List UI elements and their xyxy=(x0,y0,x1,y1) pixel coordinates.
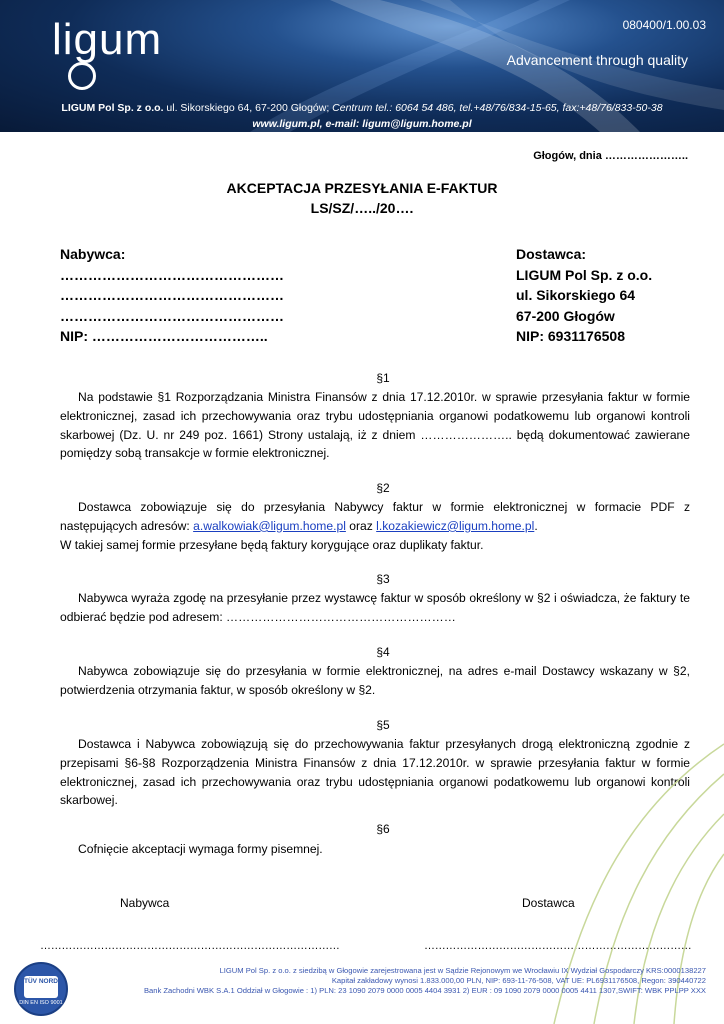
footer-block xyxy=(144,966,706,995)
company-tagline: Advancement through quality xyxy=(506,52,688,68)
buyer-block xyxy=(60,244,284,347)
section-2-text: Dostawca zobowiązuje się do przesyłania Nabywcy faktur w formie elektronicznej w formacie PDF z następujących adresów: a.walkowiak@ligum.home.pl oraz l.kozakiewicz@ligum.home.pl. W takiej samej formie przesyłane będą faktury korygujące oraz duplikaty faktur. xyxy=(60,500,690,552)
logo-text: ligum xyxy=(52,15,163,64)
seller-signature-label: Dostawca xyxy=(522,896,575,910)
logo-ring-icon xyxy=(68,62,96,90)
section-4-number: §4 xyxy=(376,645,390,659)
contact-address: ul. Sikorskiego 64, 67-200 Głogów; xyxy=(166,102,330,114)
section-6-number: §6 xyxy=(376,822,390,836)
section-5-number: §5 xyxy=(376,718,390,732)
seller-nip: NIP: 6931176508 xyxy=(516,328,625,344)
email-link-2[interactable]: l.kozakiewicz@ligum.home.pl xyxy=(376,518,535,533)
section-1-number: §1 xyxy=(376,371,390,385)
buyer-nip[interactable]: NIP: ……………………………….. xyxy=(60,328,268,344)
footer-line-1: LIGUM Pol Sp. z o.o. z siedzibą w Głogowie zarejestrowana jest w Sądzie Rejonowym we Wrocławiu IX Wydział Gospodarczy KRS:0000138227 xyxy=(219,966,706,975)
email-link-1[interactable]: a.walkowiak@ligum.home.pl xyxy=(193,518,346,533)
contact-phones: Centrum tel.: 6064 54 486, tel.+48/76/834-15-65, fax:+48/76/833-50-38 xyxy=(332,102,663,114)
contact-line-1 xyxy=(0,102,724,114)
buyer-line-3[interactable]: ………………………………………… xyxy=(60,307,284,324)
seller-signature-line[interactable]: ………………………………………………………………… xyxy=(424,940,692,952)
footer-line-2: Kapitał zakładowy wynosi 1.833.000,00 PLN, NIP: 693-11-76-508, VAT UE: PL6931176508, Regon: 390440722 xyxy=(331,975,706,985)
section-3-number: §3 xyxy=(376,572,390,586)
iso-label: DIN EN ISO 9001 xyxy=(19,1000,63,1006)
buyer-label: Nabywca: xyxy=(60,246,126,262)
document-title: AKCEPTACJA PRZESYŁANIA E-FAKTUR xyxy=(226,180,498,196)
contact-company: LIGUM Pol Sp. z o.o. xyxy=(61,102,164,114)
company-logo xyxy=(52,15,163,64)
section-2-number: §2 xyxy=(376,481,390,495)
seller-name: LIGUM Pol Sp. z o.o. xyxy=(516,266,653,283)
buyer-signature-label: Nabywca xyxy=(120,896,170,910)
tuv-logo-icon: TÜV NORD xyxy=(24,976,58,998)
place-date: Głogów, dnia ………………….. xyxy=(533,150,688,162)
seller-city: 67-200 Głogów xyxy=(516,307,615,324)
footer-line-3: Bank Zachodni WBK S.A.1 Oddział w Głogowie : 1) PLN: 23 1090 2079 0000 0005 4404 3931 2) EUR : 09 1090 2079 0000 0005 4411 1307,SWIFT: WBK PPLPP XXX xyxy=(143,985,706,995)
contact-line-2[interactable]: www.ligum.pl, e-mail: ligum@ligum.home.pl xyxy=(252,118,472,130)
section-5-text: Dostawca i Nabywca zobowiązują się do przechowywania faktur przesyłanych drogą elektroniczną zgodnie z przepisami §6-§8 Rozporządzenia Ministra Finansów z dnia 17.12.2010r. w sprawie przesyłania faktur w formie elektronicznej, zasad ich przechowywania oraz trybu udostępniania organowi podatkowemu lub organowi kontroli skarbowej. xyxy=(60,737,690,808)
document-number: 080400/1.00.03 xyxy=(622,18,706,32)
tuv-certification-badge xyxy=(14,962,68,1016)
seller-block xyxy=(516,244,652,347)
section-1-text: Na podstawie §1 Rozporządzania Ministra Finansów z dnia 17.12.2010r. w sprawie przesyłania faktur w formie elektronicznej, zasad ich przechowywania oraz trybu udostępniania organowi podatkowemu lub organowi kontroli skarbowej (Dz. U. nr 249 poz. 1661) Strony ustalają, iż z dniem ………………….. będą dokumentować zawierane pomiędzy sobą transakcje w formie elektronicznej. xyxy=(60,390,690,461)
buyer-line-2[interactable]: ………………………………………… xyxy=(60,287,284,303)
section-4-text: Nabywca zobowiązuje się do przesyłania w formie elektronicznej, na adres e-mail Dostawcy wskazany w §2, potwierdzenia otrzymania faktur, w sposób określony w §2. xyxy=(60,664,690,697)
header-banner xyxy=(0,0,724,132)
document-reference: LS/SZ/…../20…. xyxy=(310,200,414,216)
seller-label: Dostawca: xyxy=(516,246,587,262)
buyer-line-1[interactable]: ………………………………………… xyxy=(60,266,284,283)
seller-street: ul. Sikorskiego 64 xyxy=(516,287,636,303)
buyer-signature-line[interactable]: ………………………………………………………………………… xyxy=(40,940,340,952)
section-2-text-b: W takiej samej formie przesyłane będą faktury korygujące oraz duplikaty faktur. xyxy=(60,537,484,552)
section-3-text: Nabywca wyraża zgodę na przesyłanie przez wystawcę faktur w sposób określony w §2 i oświadcza, że faktury te odbierać będzie pod adresem: ………………………………………………… xyxy=(60,591,690,624)
section-6-text: Cofnięcie akceptacji wymaga formy pisemnej. xyxy=(78,842,323,856)
